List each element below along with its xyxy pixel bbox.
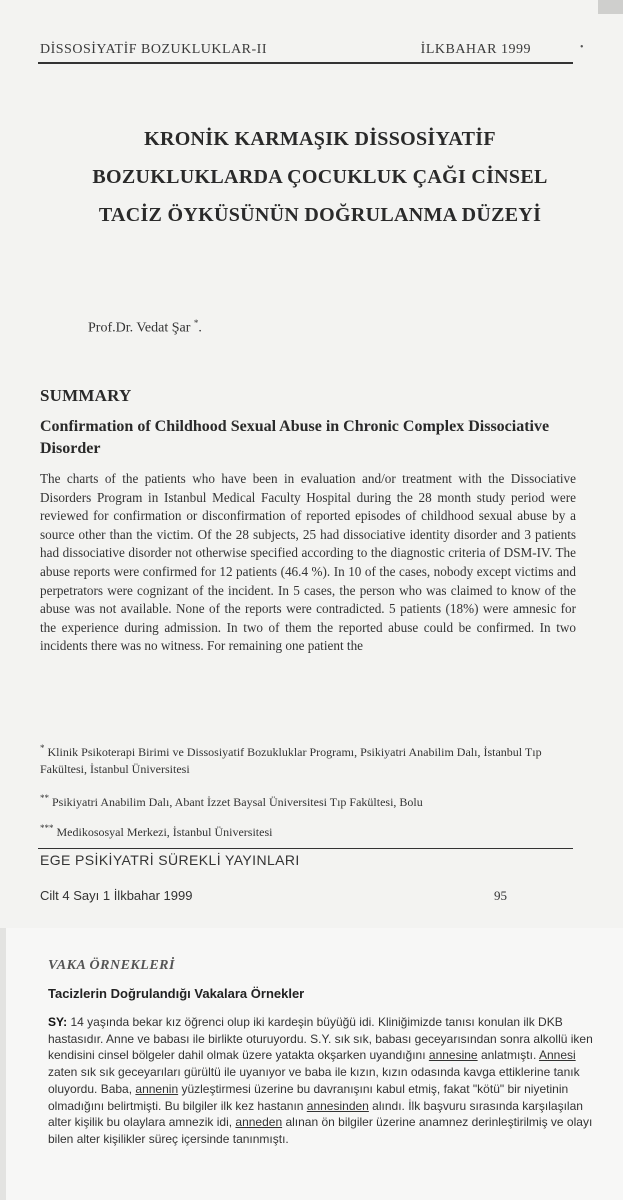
journal-name: EGE PSİKİYATRİ SÜREKLİ YAYINLARI [40, 852, 300, 868]
scan-corner [598, 0, 623, 14]
article-title [40, 120, 600, 234]
case-underlined: annesine [428, 1048, 478, 1063]
case-paragraph [48, 1014, 598, 1148]
running-header-right: İLKBAHAR 1999 [420, 42, 531, 57]
footnote-1 [40, 740, 580, 778]
footnote-mark: *** [40, 823, 54, 833]
footnote-2 [40, 790, 580, 811]
page-number: 95 [494, 888, 507, 903]
case-label: SY: [48, 1015, 68, 1029]
footnote-text: Klinik Psikoterapi Birimi ve Dissosiyatif Bozukluklar Programı, Psikiyatri Anabilim Dalı, İstanbul Tıp Fakültesi, İstanbul Üniversitesi [40, 745, 542, 776]
scan-edge [0, 928, 6, 1200]
footnote-3 [40, 820, 580, 841]
footnote-text: Psikiyatri Anabilim Dalı, Abant İzzet Baysal Üniversitesi Tıp Fakültesi, Bolu [52, 795, 423, 809]
footnote-mark: ** [40, 793, 49, 803]
journal-issue: Cilt 4 Sayı 1 İlkbahar 1999 [40, 888, 193, 903]
journal-rule [38, 848, 573, 849]
section-heading: VAKA ÖRNEKLERİ [48, 958, 175, 973]
title-line-2: BOZUKLUKLARDA ÇOCUKLUK ÇAĞI CİNSEL [92, 166, 548, 188]
stray-mark: • [580, 42, 584, 53]
case-underlined: Annesi [538, 1048, 576, 1063]
author-tail: . [198, 320, 202, 336]
title-line-1: KRONİK KARMAŞIK DİSSOSİYATİF [144, 128, 496, 150]
case-text: anlatmıştı. [477, 1048, 539, 1063]
summary-subtitle: Confirmation of Childhood Sexual Abuse in Chronic Complex Dissociative Disorder [40, 418, 550, 457]
title-line-3: TACİZ ÖYKÜSÜNÜN DOĞRULANMA DÜZEYİ [98, 204, 542, 226]
section-subheading: Tacizlerin Doğrulandığı Vakalara Örnekler [48, 986, 305, 1001]
case-text: alındı. İlk başvuru sırasında karşılaşılan alter kişilik bu olaylara amnezik idi, [48, 1098, 583, 1130]
case-text: yüzleştirmesi üzerine bu davranışını kabul etmiş, fakat "kötü" bir niyetinin olmadığını belirtmişti. Bu bilgiler ilk kez hastanın [48, 1081, 569, 1113]
case-text: zaten sık sık geceyarıları gürültü ile uyanıyor ve baba ile kızın, kızın odasında kavga ettiklerine tanık oluyordu. Baba, [48, 1065, 580, 1096]
footnote-mark: * [40, 743, 45, 753]
case-text: 14 yaşında bekar kız öğrenci olup iki kardeşin büyüğü idi. Kliniğimizde tanısı konulan ilk DKB hastasıdır. Anne ve babası ile birlikte oturuyordu. S.Y. sık sık, babası geceyarısından sonra alkollü iken kendisini cinsel bölgeler dahil olmak üzere yatakta okşarken uyandığını [48, 1015, 593, 1063]
summary-heading: SUMMARY [40, 386, 132, 405]
author-name: Prof.Dr. Vedat Şar [88, 320, 191, 336]
case-underlined: annesinden [306, 1098, 369, 1113]
case-underlined: anneden [235, 1115, 283, 1130]
header-rule [38, 62, 573, 64]
running-header-left: DİSSOSİYATİF BOZUKLUKLAR-II [40, 42, 267, 57]
case-underlined: annenin [135, 1081, 179, 1096]
author [88, 318, 202, 337]
footnote-text: Medikososyal Merkezi, İstanbul Üniversitesi [56, 825, 273, 839]
author-mark: * [193, 318, 199, 328]
case-text: alınan ön bilgiler üzerine anamnez derinleştirilmiş ve olayı bilen alter kişilikler süreç içersinde tanınmıştı. [48, 1115, 593, 1146]
summary-body: The charts of the patients who have been in evaluation and/or treatment with the Dissociative Disorders Program in Istanbul Medical Faculty Hospital during the 28 month study period were reviewed for confirmation or disconfirmation of reported episodes of childhood sexual abuse by a source other than the victim. Of the 28 subjects, 25 had dissociative identity disorder and 3 patients had dissociative disorder not otherwise specified according to the diagnostic criteria of DSM-IV. The abuse reports were confirmed for 12 patients (46.4 %). In 10 of the cases, nobody except victims and perpetrators were cognizant of the incident. In 5 cases, the person who was claimed to know of the abuse was not available. None of the reports were contradicted. 5 patients (18%) were amnesic for the experience during admission. In two of them the reported abuse could be confirmed. In two incidents there was no witness. For remaining one patient the [40, 471, 576, 654]
